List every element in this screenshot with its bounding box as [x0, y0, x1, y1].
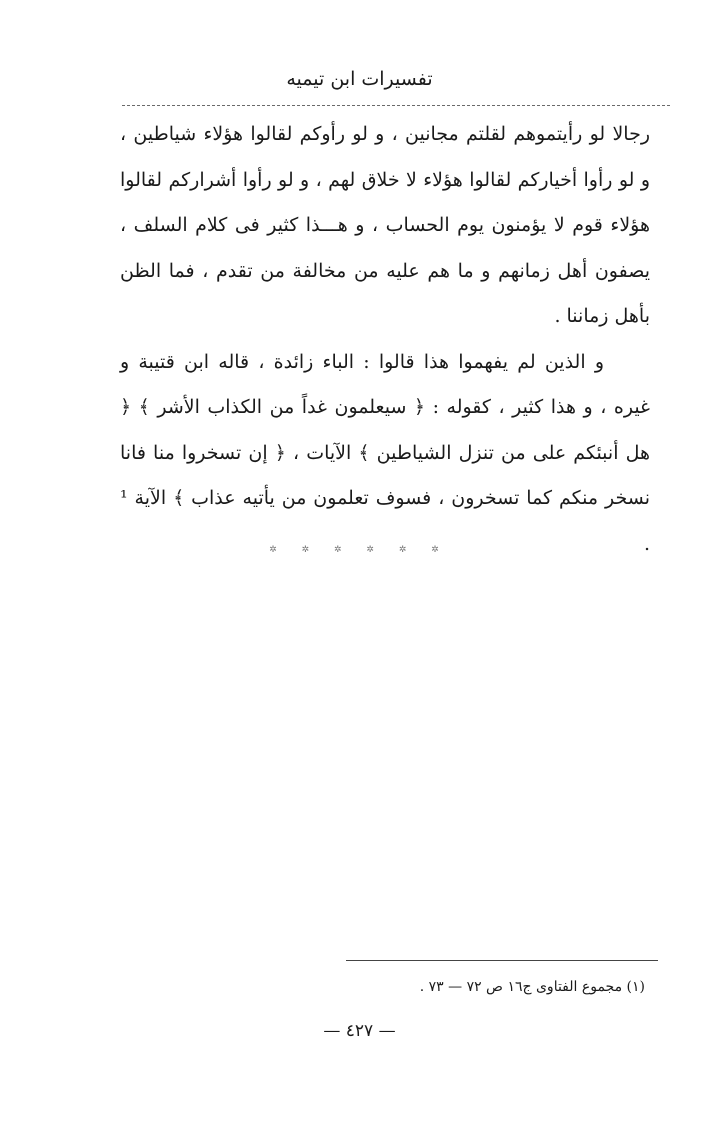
section-ornament: ✲ ✲ ✲ ✲ ✲ ✲: [269, 545, 450, 555]
main-text: [120, 112, 650, 567]
footnote: (١) مجموع الفتاوى ج١٦ ص ٧٢ — ٧٣ .: [419, 979, 645, 995]
paragraph: و الذين لم يفهموا هذا قالوا : الباء زائدة ، قاله ابن قتيبة و غيره ، و هذا كثير ، كقوله : ﴿ سيعلمون غداً من الكذاب الأشر ﴾ ﴿ هل أنبئكم على من تنزل الشياطين ﴾ الآيات ، ﴿ إن تسخروا منا فانا نسخر منكم كما تسخرون ، فسوف تعلمون من يأتيه عذاب ﴾ الآية ¹ .: [120, 350, 650, 555]
header-rule: [122, 105, 670, 106]
running-header: تفسيرات ابن تيميه: [286, 68, 433, 90]
page-number: — ٤٢٧ —: [323, 1021, 396, 1041]
paragraph: رجالا لو رأيتموهم لقلتم مجانين ، و لو رأوكم لقالوا هؤلاء شياطين ، و لو رأوا أخياركم لقالوا هؤلاء لا خلاق لهم ، و لو رأوا أشراركم لقالوا هؤلاء قوم لا يؤمنون يوم الحساب ، و هـــذا كثير فى كلام السلف ، يصفون أهل زمانهم و ما هم عليه من مخالفة من تقدم ، فما الظن بأهل زماننا .: [120, 123, 650, 327]
footnote-rule: [346, 960, 658, 961]
